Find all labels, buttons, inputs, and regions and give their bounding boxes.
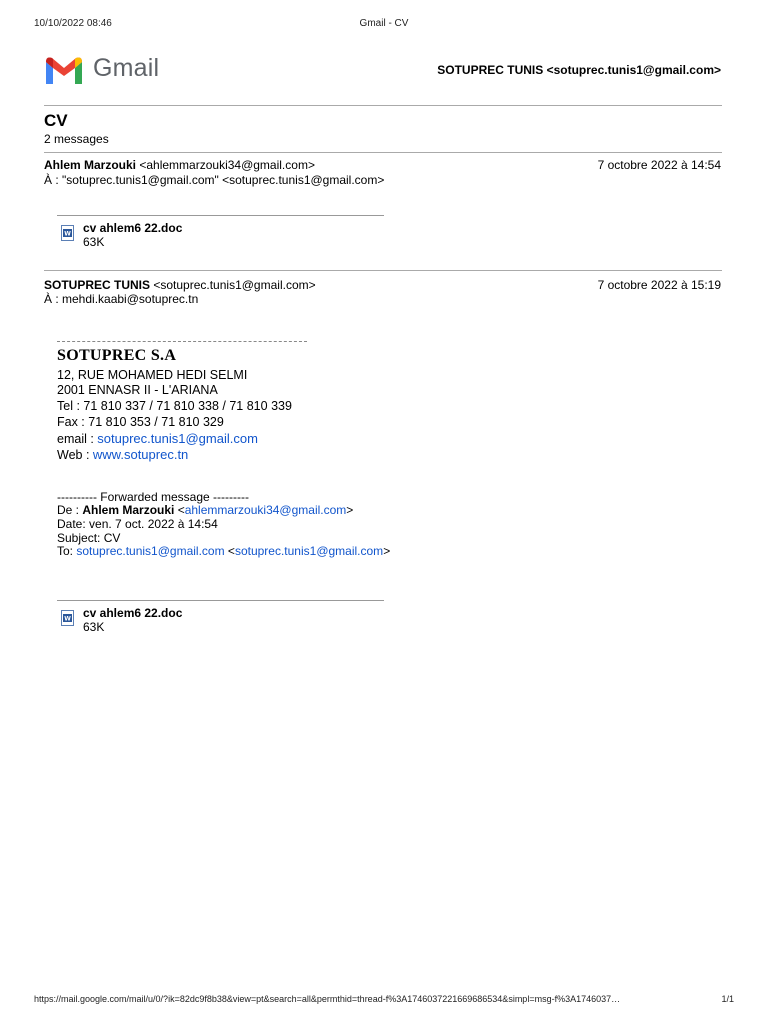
message2-attachment-size: 63K	[83, 620, 105, 634]
message1-attachment-name[interactable]: cv ahlem6 22.doc	[83, 221, 183, 235]
print-title: Gmail - CV	[359, 18, 409, 29]
signature-address1: 12, RUE MOHAMED HEDI SELMI	[57, 368, 248, 382]
message1-sender	[44, 158, 315, 173]
message1-sender-name: Ahlem Marzouki	[44, 158, 137, 172]
signature-web-row	[57, 447, 188, 463]
message2-divider	[44, 270, 722, 271]
forwarded-to-email1-link[interactable]: sotuprec.tunis1@gmail.com	[76, 544, 225, 558]
print-page-number: 1/1	[721, 994, 734, 1004]
print-url: https://mail.google.com/mail/u/0/?ik=82dc9f8b38&view=pt&search=all&permthid=thread-f%3A1746037221669686534&simpl=msg-f%3A1746037…	[34, 994, 621, 1004]
message1-date: 7 octobre 2022 à 14:54	[597, 158, 721, 172]
signature-email-link[interactable]: sotuprec.tunis1@gmail.com	[97, 431, 258, 446]
forwarded-subject: Subject: CV	[57, 531, 121, 545]
forwarded-to	[57, 544, 390, 559]
forwarded-to-close: >	[383, 544, 391, 558]
message2-sender	[44, 278, 316, 293]
message1-divider	[44, 152, 722, 153]
forwarded-from-label: De :	[57, 503, 83, 517]
forwarded-from-email-link[interactable]: ahlemmarzouki34@gmail.com	[184, 503, 347, 517]
gmail-logo-text: Gmail	[93, 54, 160, 82]
signature-address2: 2001 ENNASR II - L'ARIANA	[57, 383, 218, 397]
message1-attachment-size: 63K	[83, 235, 105, 249]
forwarded-header: ---------- Forwarded message ---------	[57, 490, 249, 504]
signature-tel: Tel : 71 810 337 / 71 810 338 / 71 810 339	[57, 399, 292, 413]
forwarded-from-close: >	[346, 503, 354, 517]
header-divider	[44, 105, 722, 106]
message1-sender-email: <ahlemmarzouki34@gmail.com>	[139, 158, 315, 172]
signature-fax: Fax : 71 810 353 / 71 810 329	[57, 415, 224, 429]
message2-recipient: À : mehdi.kaabi@sotuprec.tn	[44, 292, 199, 306]
word-doc-icon[interactable]	[61, 610, 75, 626]
forwarded-from-name: Ahlem Marzouki	[82, 503, 175, 517]
account-label: SOTUPREC TUNIS <sotuprec.tunis1@gmail.com>	[437, 63, 721, 77]
signature-email-label: email :	[57, 432, 98, 446]
message1-recipient: À : "sotuprec.tunis1@gmail.com" <sotuprec.tunis1@gmail.com>	[44, 173, 385, 187]
forwarded-from	[57, 503, 353, 518]
signature-web-link[interactable]: www.sotuprec.tn	[92, 447, 189, 462]
signature-web-label: Web :	[57, 448, 93, 462]
signature-separator	[57, 341, 307, 342]
signature-email-row	[57, 431, 258, 447]
message2-sender-email: <sotuprec.tunis1@gmail.com>	[153, 278, 316, 292]
print-datetime: 10/10/2022 08:46	[34, 18, 112, 29]
forwarded-to-open: <	[224, 544, 235, 558]
word-doc-icon[interactable]	[61, 225, 75, 241]
thread-subject: CV	[44, 111, 68, 130]
forwarded-to-email2-link[interactable]: sotuprec.tunis1@gmail.com	[234, 544, 384, 558]
message2-sender-name: SOTUPREC TUNIS	[44, 278, 151, 292]
message2-attachment-name[interactable]: cv ahlem6 22.doc	[83, 606, 183, 620]
message2-date: 7 octobre 2022 à 15:19	[597, 278, 721, 292]
forwarded-to-label: To:	[57, 544, 77, 558]
signature-company: SOTUPREC S.A	[57, 347, 177, 364]
svg-text:W: W	[64, 615, 71, 623]
message2-attachment-divider	[57, 600, 384, 601]
message-count: 2 messages	[44, 132, 109, 146]
forwarded-from-open: <	[174, 503, 185, 517]
message1-attachment-divider	[57, 215, 384, 216]
forwarded-date: Date: ven. 7 oct. 2022 à 14:54	[57, 517, 218, 531]
gmail-logo-icon	[44, 56, 84, 84]
svg-text:W: W	[64, 230, 71, 238]
